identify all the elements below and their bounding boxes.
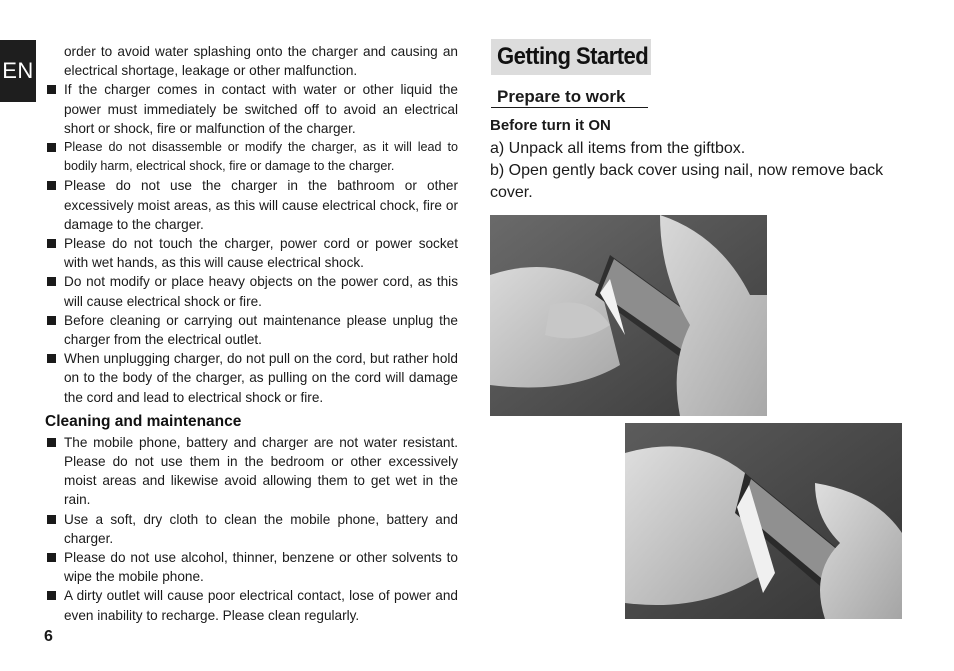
cleaning-item [45, 433, 458, 510]
cleaning-item-text: The mobile phone, battery and charger are not water resistant. Please do not use them in the bedroom or other excessively moist areas and likewise avoid allowing them to get wet in the rain. [64, 434, 458, 508]
subheading: Prepare to work [491, 86, 648, 108]
step-line: b) Open gently back cover using nail, now remove back cover. [490, 162, 884, 201]
bullet-square-icon [47, 181, 56, 190]
bullet-square-icon [47, 591, 56, 600]
safety-item [45, 80, 458, 138]
bullet-square-icon [47, 316, 56, 325]
bullet-square-icon [47, 277, 56, 286]
cleaning-item [45, 548, 458, 586]
instructions-column [490, 116, 910, 204]
page-number: 6 [44, 628, 53, 645]
safety-item [45, 176, 458, 234]
bullet-square-icon [47, 515, 56, 524]
photo-remove-back-cover [625, 423, 902, 619]
photo-hands-phone-illustration [625, 423, 902, 619]
intro-continuation: order to avoid water splashing onto the charger and causing an electrical shortage, leakage or other malfunction. [64, 44, 458, 79]
bullet-square-icon [47, 354, 56, 363]
language-tab [0, 40, 36, 102]
safety-item [45, 349, 458, 407]
section-heading: Before turn it ON [490, 117, 611, 134]
bullet-square-icon [47, 85, 56, 94]
bullet-square-icon [47, 239, 56, 248]
bullet-square-icon [47, 143, 56, 152]
page-title: Getting Started [497, 43, 649, 70]
cleaning-item [45, 586, 458, 624]
safety-item [45, 138, 458, 176]
safety-item-text: Please do not disassemble or modify the charger, as it will lead to bodily harm, electrical shock, fire or damage to the charger. [64, 140, 458, 174]
safety-item [45, 311, 458, 349]
safety-column [45, 42, 458, 625]
photo-open-back-cover [490, 215, 767, 416]
language-label: EN [2, 58, 34, 83]
safety-item-text: When unplugging charger, do not pull on the cord, but rather hold on to the body of the charger, as pulling on the cord will damage the cord and lead to electrical shock or fire. [64, 351, 458, 405]
step-line: a) Unpack all items from the giftbox. [490, 140, 746, 157]
cleaning-heading: Cleaning and maintenance [45, 412, 242, 430]
safety-item [45, 272, 458, 310]
safety-item-text: Do not modify or place heavy objects on the power cord, as this will cause electrical shock or fire. [64, 274, 458, 309]
safety-item-text: Please do not use the charger in the bathroom or other excessively moist areas, as this will cause electrical chock, fire or damage to the charger. [64, 178, 458, 232]
cleaning-item-text: Please do not use alcohol, thinner, benzene or other solvents to wipe the mobile phone. [64, 550, 458, 585]
cleaning-item [45, 510, 458, 548]
cleaning-item-text: Use a soft, dry cloth to clean the mobile phone, battery and charger. [64, 511, 458, 546]
safety-item-text: Before cleaning or carrying out maintenance please unplug the charger from the electrical outlet. [64, 312, 458, 348]
cleaning-item-text: A dirty outlet will cause poor electrical contact, lose of power and even inability to recharge. Please clean regularly. [64, 588, 458, 623]
safety-item-text: Please do not touch the charger, power cord or power socket with wet hands, as this will cause electrical shock. [64, 236, 458, 271]
bullet-square-icon [47, 553, 56, 562]
photo-hands-phone-illustration [490, 215, 767, 416]
safety-item [45, 234, 458, 272]
bullet-square-icon [47, 438, 56, 447]
section-title-box [491, 39, 651, 75]
safety-item-text: If the charger comes in contact with water or other liquid the power must immediately be switched off to avoid an electrical short or shock, fire or malfunction of the charger. [64, 82, 458, 136]
